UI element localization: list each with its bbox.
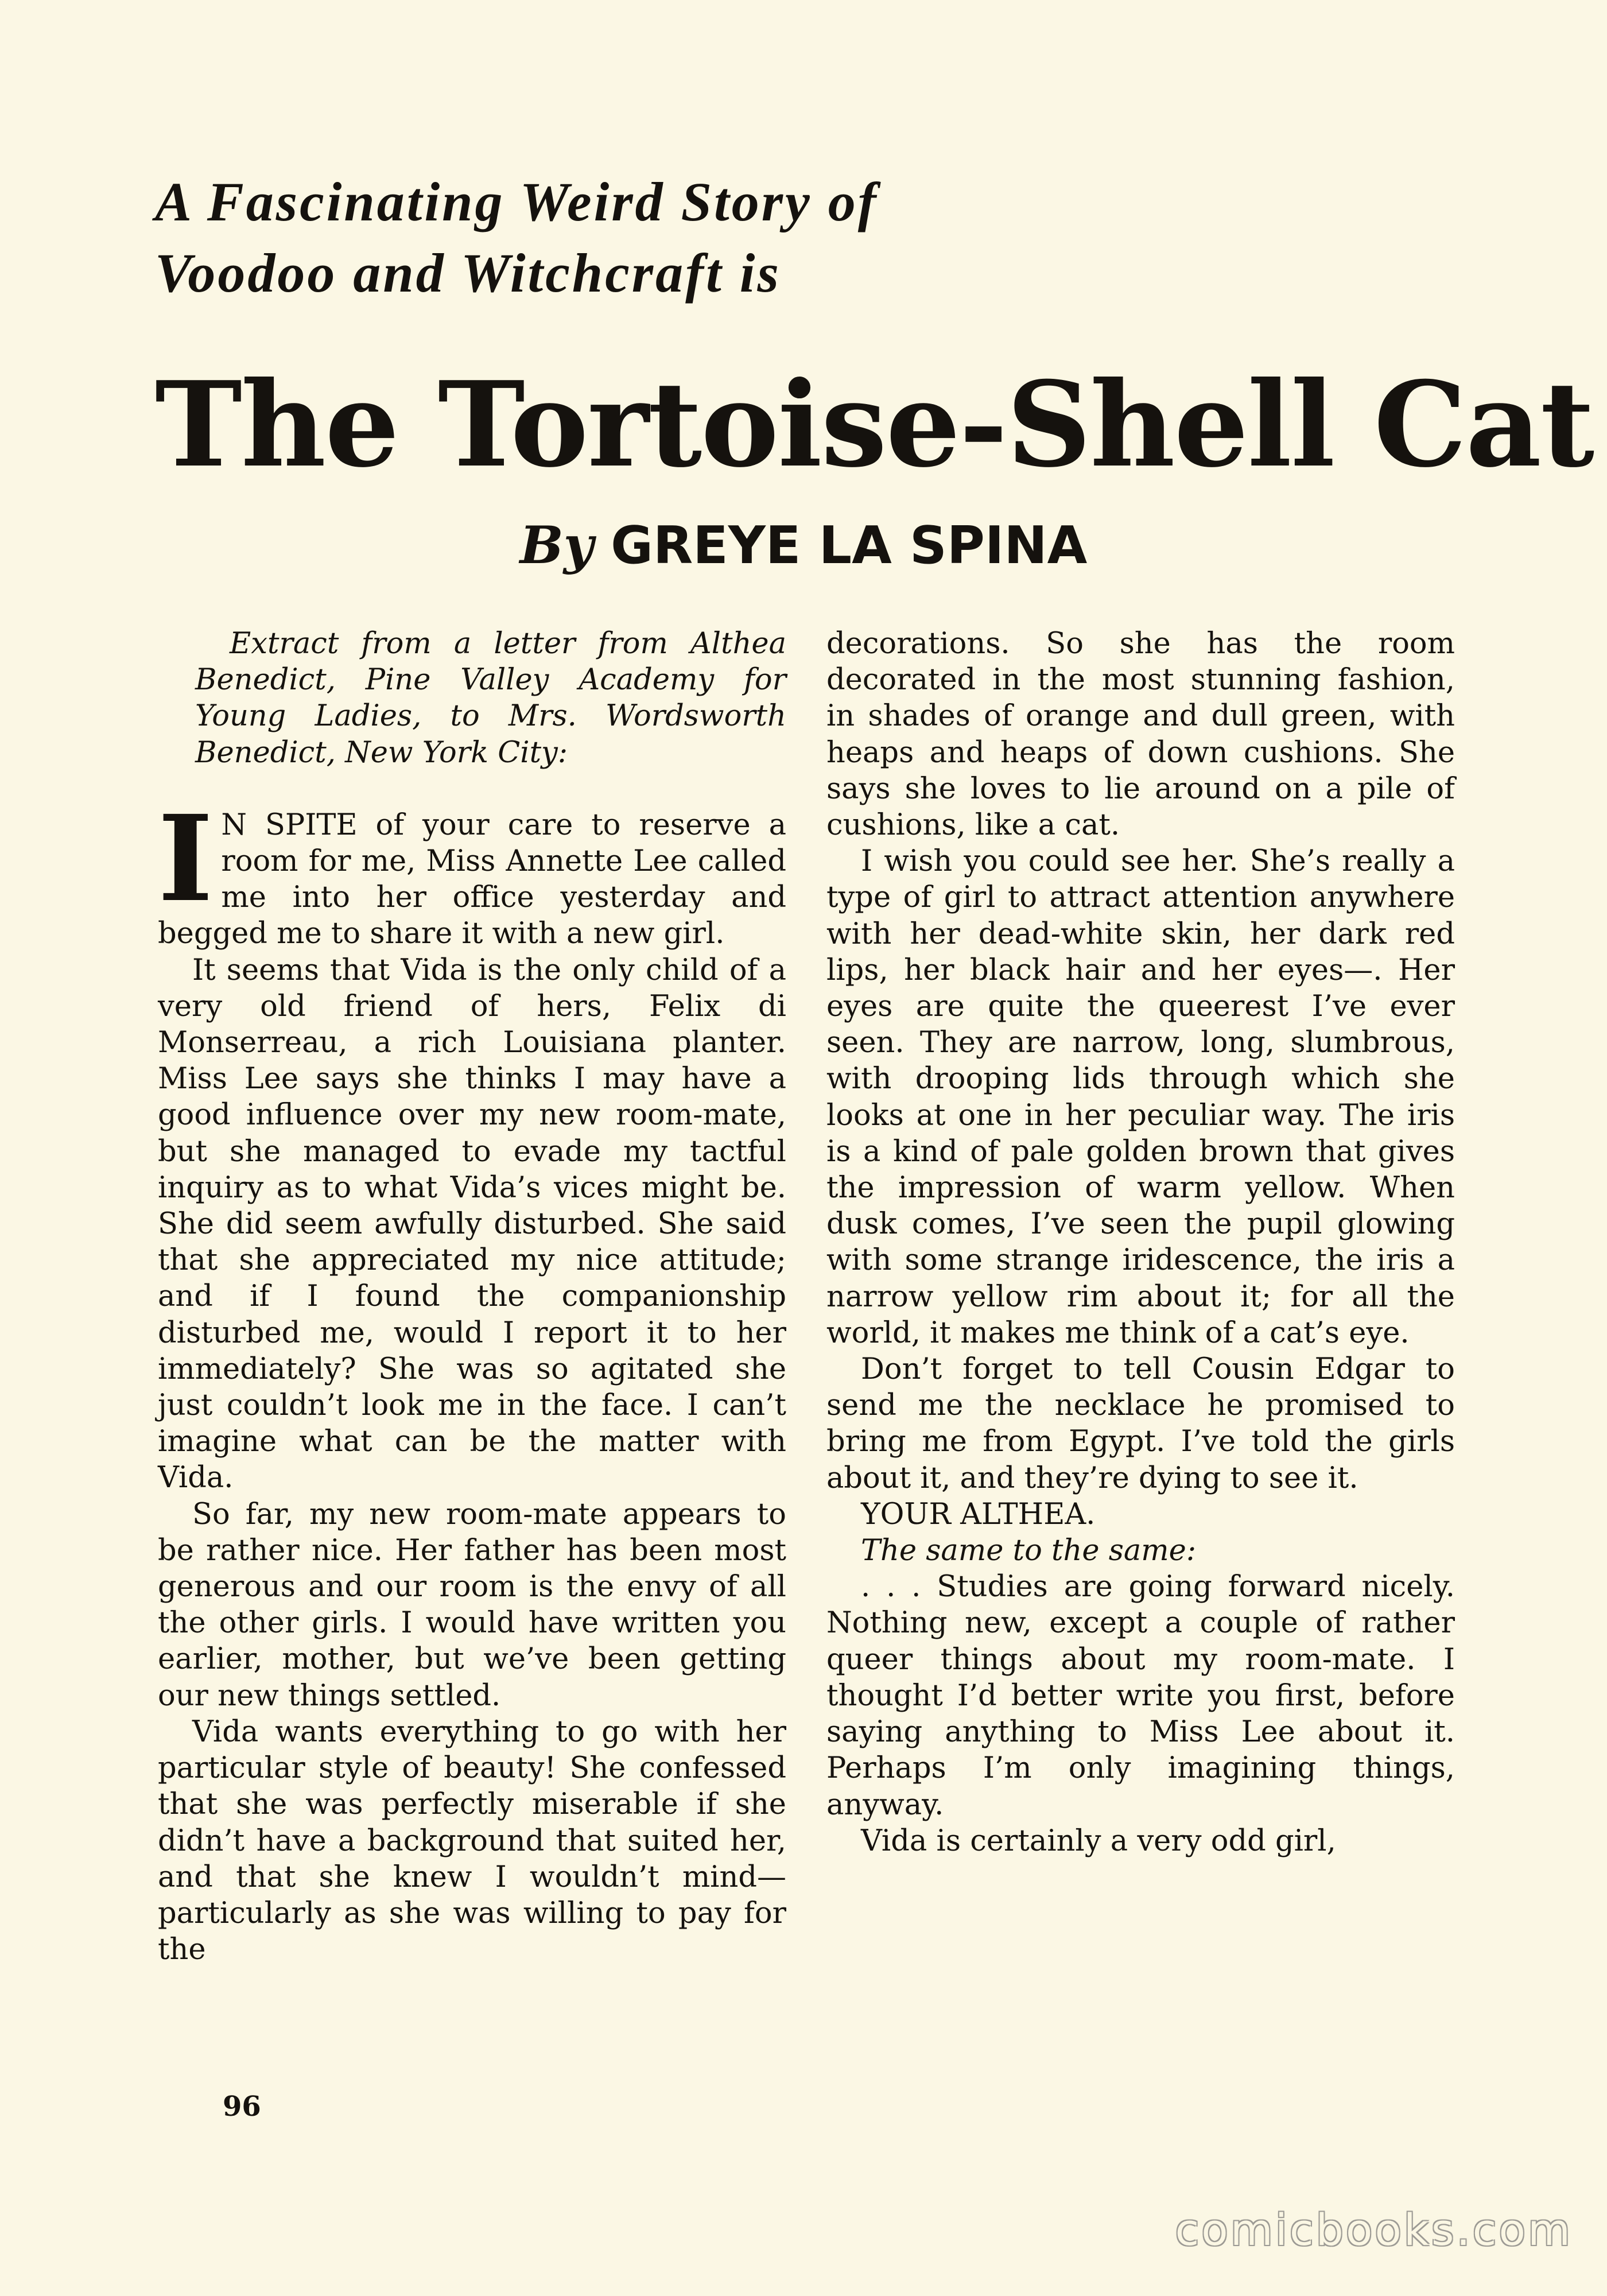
editorial-note: Extract from a letter from Althea Benedict, Pine Valley Academy for Young Ladies, to Mrs. Wordsworth Benedict, New York City: [195,627,786,770]
paragraph: Don’t forget to tell Cousin Edgar to send me the necklace he promised to bring me from Egypt. I’ve told the girls about it, and they’re dying to see it. [826,1352,1455,1495]
second-letter-heading: The same to the same: [861,1534,1197,1568]
left-column [158,626,786,1968]
story-intro [155,166,1073,309]
paragraph: . . . Studies are going forward nicely. Nothing new, except a couple of rather queer things about my room-mate. I thought I’d better write you first, before saying anything to Miss Lee about it. Perhaps I’m only imagining things, anyway. [826,1570,1455,1822]
story-title: The Tortoise-Shell Cat [155,356,1594,494]
intro-line-2: Voodoo and Witchcraft is [155,242,781,304]
watermark-logo: comicbooks.com [1175,2204,1573,2255]
opening-paragraph-text: N SPITE of your care to reserve a room for me, Miss Annette Lee called me into her office yesterday and begged me to share it with a new girl. [158,808,786,951]
intro-line-1: A Fascinating Weird Story of [155,171,879,232]
drop-cap: I [158,789,214,928]
page-number: 96 [223,2091,261,2123]
paragraph: So far, my new room-mate appears to be rather nice. Her father has been most generous and our room is the envy of all the other girls. I would have written you earlier, mother, but we’ve been getting our new things settled. [158,1497,786,1713]
paragraph: I wish you could see her. She’s really a type of girl to attract attention anywhere with her dead-white skin, her dark red lips, her black hair and her eyes—. Her eyes are quite the queerest I’ve ever seen. They are narrow, long, slumbrous, with drooping lids through which she looks at one in her peculiar way. The iris is a kind of pale golden brown that gives the impression of warm yellow. When dusk comes, I’ve seen the pupil glowing with some strange iridescence, the iris a narrow yellow rim about it; for all the world, it makes me think of a cat’s eye. [826,844,1455,1350]
paragraph: Vida wants everything to go with her particular style of beauty! She confessed that she was perfectly miserable if she didn’t have a background that suited her, and that she knew I wouldn’t mind—particularly as she was willing to pay for the [158,1715,786,1967]
paragraph: It seems that Vida is the only child of a very old friend of hers, Felix di Monserreau, a rich Louisiana planter. Miss Lee says she thinks I may have a good influence over my new room-mate, but she managed to evade my tactful inquiry as to what Vida’s vices might be. She did seem awfully disturbed. She said that she appreciated my nice attitude; and if I found the companionship disturbed me, would I report it to her immediately? She was so agitated she just couldn’t look me in the face. I can’t imagine what can be the matter with Vida. [158,953,786,1495]
paragraph: decorations. So she has the room decorated in the most stunning fashion, in shades of orange and dull green, with heaps and heaps of down cushions. She says she loves to lie around on a pile of cushions, like a cat. [826,627,1455,843]
byline-prefix: By [519,515,594,576]
opening-paragraph [158,789,786,952]
letter-signature: YOUR ALTHEA. [861,1497,1096,1531]
right-column [826,626,1455,1859]
paragraph: Vida is certainly a very odd girl, [861,1824,1336,1858]
byline [0,514,1607,577]
author-name: GREYE LA SPINA [611,515,1088,576]
